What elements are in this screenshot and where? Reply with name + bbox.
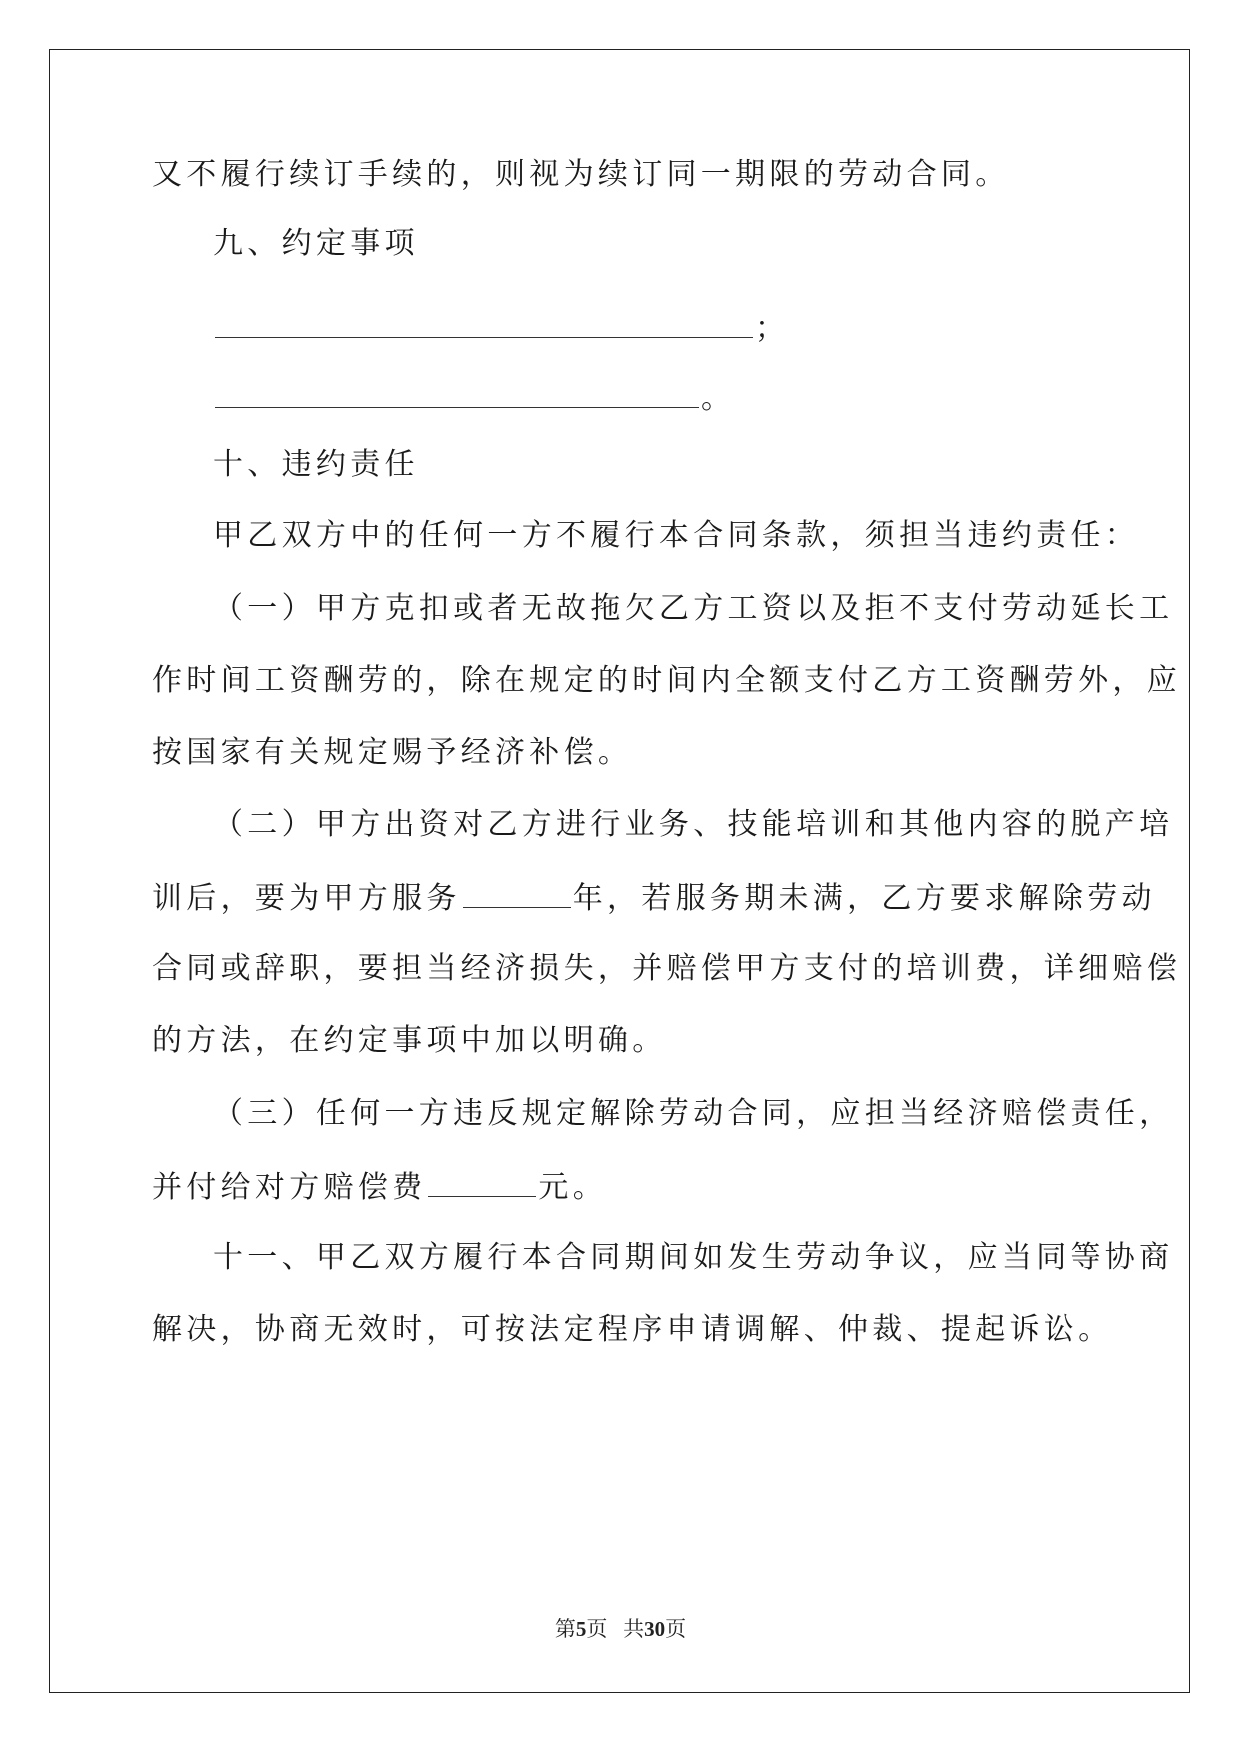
paragraph-line: （二）甲方出资对乙方进行业务、技能培训和其他内容的脱产培	[213, 807, 1174, 842]
paragraph-line-1: 又不履行续订手续的，则视为续订同一期限的劳动合同。	[152, 157, 1010, 192]
fill-in-punct: 。	[701, 381, 736, 416]
fill-in-line-2	[213, 377, 735, 419]
paragraph-line: 解决，协商无效时，可按法定程序申请调解、仲裁、提起诉讼。	[152, 1312, 1113, 1347]
blank-underline	[215, 307, 753, 338]
paragraph-line: 合同或辞职，要担当经济损失，并赔偿甲方支付的培训费，详细赔偿	[152, 951, 1181, 986]
blank-underline	[215, 377, 699, 408]
fill-in-punct: ；	[755, 311, 790, 346]
text-segment: 元。	[538, 1170, 608, 1205]
paragraph-line: 作时间工资酬劳的，除在规定的时间内全额支付乙方工资酬劳外，应	[152, 663, 1181, 698]
total-page-number: 30	[644, 1617, 666, 1641]
blank-underline	[428, 1166, 536, 1197]
paragraph-line: 十一、甲乙双方履行本合同期间如发生劳动争议，应当同等协商	[213, 1240, 1174, 1275]
footer-prefix: 第	[554, 1617, 576, 1641]
paragraph-line: 的方法，在约定事项中加以明确。	[152, 1023, 667, 1058]
text-segment: 训后，要为甲方服务	[152, 881, 461, 916]
page-footer	[0, 1616, 1241, 1642]
section-heading-9: 九、约定事项	[213, 226, 419, 261]
fill-in-line-1	[213, 307, 789, 349]
page-border	[49, 49, 1190, 1693]
paragraph-line	[152, 1166, 607, 1208]
blank-underline	[463, 877, 571, 908]
paragraph-line: 按国家有关规定赐予经济补偿。	[152, 735, 633, 770]
paragraph-line: （三）任何一方违反规定解除劳动合同，应担当经济赔偿责任，	[213, 1096, 1174, 1131]
text-segment: 并付给对方赔偿费	[152, 1170, 427, 1205]
text-segment: 年，若服务期未满，乙方要求解除劳动	[572, 881, 1156, 916]
footer-mid: 页 共	[586, 1617, 645, 1641]
paragraph-line: （一）甲方克扣或者无故拖欠乙方工资以及拒不支付劳动延长工	[213, 591, 1174, 626]
paragraph-line: 甲乙双方中的任何一方不履行本合同条款，须担当违约责任：	[213, 518, 1140, 553]
paragraph-line	[152, 877, 1156, 919]
section-heading-10: 十、违约责任	[213, 447, 419, 482]
current-page-number: 5	[575, 1617, 587, 1641]
footer-suffix: 页	[665, 1617, 687, 1641]
